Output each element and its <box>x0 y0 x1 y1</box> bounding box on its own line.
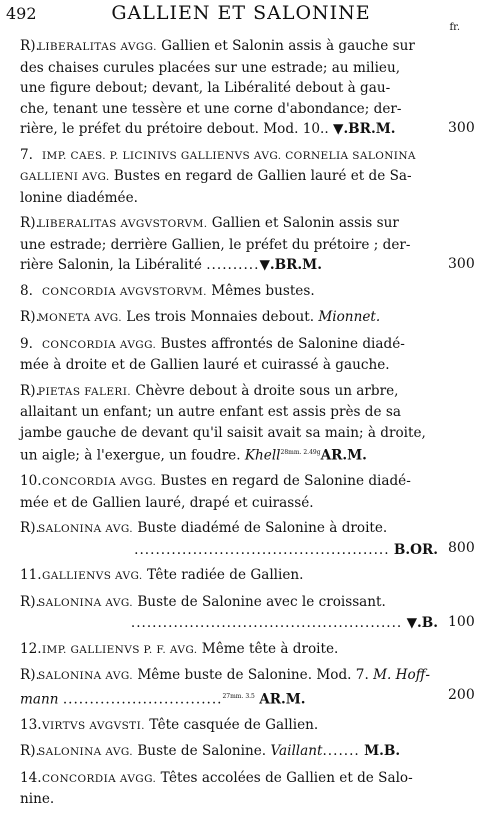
description-line: Têtes accolées de Gallien et de Salo- <box>156 769 413 786</box>
reverse-entry <box>20 592 475 634</box>
description-line: lonine diadémée. <box>20 189 138 206</box>
description-line: Bustes en regard de Gallien lauré et de Sa- <box>109 168 412 184</box>
legend: IMP. GALLIENVS P. F. AVG. <box>42 643 198 656</box>
obverse-entry <box>20 565 438 587</box>
legend: SALONINA AVG. <box>38 523 133 536</box>
handwritten-note: 28mm. 2.49g <box>280 449 321 456</box>
obverse-entry <box>20 715 438 737</box>
description-line: jambe gauche de devant qu'il saisit avait sa main; à droite, <box>20 424 426 441</box>
reverse-entry <box>20 665 475 710</box>
description-line: Gallien et Salonin assis à gauche sur <box>156 38 415 54</box>
description-line: Les trois Monnaies debout. <box>121 309 319 325</box>
description-line: che, tenant une tessère et une corne d'abondance; der- <box>20 100 402 117</box>
obverse-entry <box>20 145 438 209</box>
description-line: une estrade; derrière Gallien, le préfet du prétoire ; der- <box>20 236 411 253</box>
description-line: allaitant un enfant; un autre enfant est assis près de sa <box>20 404 401 420</box>
entry-number: 14. <box>20 769 42 786</box>
description-line: Même tête à droite. <box>197 640 339 657</box>
entry-number: 9. <box>20 335 33 352</box>
currency-label: fr. <box>449 22 460 33</box>
reverse-mark: R). <box>20 667 40 684</box>
reverse-entry <box>20 36 475 140</box>
description-line: Buste de Salonine. <box>133 743 271 760</box>
running-title: GALLIEN ET SALONINE <box>111 2 371 24</box>
legend: CONCORDIA AVGG. <box>42 338 157 351</box>
metal-rarity: ▼.BR.M. <box>332 121 396 137</box>
description-line: mée et de Gallien lauré, drapé et cuirassé. <box>20 494 314 511</box>
legend: PIETAS FALERI. <box>38 385 132 398</box>
source-reference: M. Hoff- <box>373 667 430 684</box>
description-line: nine. <box>20 791 55 808</box>
legend: CONCORDIA AVGG. <box>42 476 157 489</box>
reverse-mark: R). <box>20 593 40 610</box>
description-line: rière Salonin, la Libéralité <box>20 257 207 273</box>
reverse-mark: R). <box>20 743 40 760</box>
entry-number: 12. <box>20 640 42 657</box>
description-line: un aigle; à l'exergue, un foudre. <box>20 447 245 464</box>
description-line: Buste diadémé de Salonine à droite. <box>133 520 388 537</box>
source-reference: Vaillant <box>270 743 323 760</box>
metal-rarity: AR.M. <box>259 691 306 708</box>
reverse-entry <box>20 518 475 560</box>
source-reference: Khell <box>244 447 281 464</box>
metal-rarity: ▼.B. <box>406 615 438 632</box>
description-line: mée à droite et de Gallien lauré et cuirassé à gauche. <box>20 357 390 373</box>
entry-number: 7. <box>20 146 33 163</box>
reverse-entry <box>20 741 438 763</box>
description-line: rière, le préfet du prétoire debout. Mod. 10.. <box>20 121 333 137</box>
reverse-entry <box>20 213 475 276</box>
metal-rarity: B.OR. <box>393 541 438 558</box>
price: 800 <box>448 540 475 557</box>
reverse-mark: R). <box>20 382 40 399</box>
legend: SALONINA AVG. <box>38 670 133 683</box>
handwritten-note: 27mm. 3.5 <box>222 692 255 700</box>
reverse-mark: R). <box>20 38 40 54</box>
entry-number: 10. <box>20 473 42 490</box>
description-line: Mêmes bustes. <box>206 282 315 299</box>
legend: VIRTVS AVGVSTI. <box>42 719 145 732</box>
entry-number: 13. <box>20 716 42 733</box>
legend: IMP. CAES. P. LICINIVS GALLIENVS AVG. CORNELIA SALONINA <box>42 149 416 162</box>
reverse-entry <box>20 381 438 467</box>
leader-dots: ................................................ <box>134 541 390 558</box>
metal-rarity: AR.M. <box>320 447 367 464</box>
description-line: une figure debout; devant, la Libéralité debout à gau- <box>20 80 391 96</box>
reverse-mark: R). <box>20 309 40 325</box>
description-line: Tête radiée de Gallien. <box>142 567 304 584</box>
obverse-entry <box>20 768 438 810</box>
reverse-mark: R). <box>20 520 40 537</box>
reverse-entry <box>20 307 438 329</box>
obverse-entry <box>20 471 438 513</box>
reverse-mark: R). <box>20 215 40 231</box>
legend: SALONINA AVG. <box>38 596 133 609</box>
obverse-entry <box>20 639 438 661</box>
price: 100 <box>448 613 475 630</box>
entry-number: 11. <box>20 567 42 584</box>
leader-dots: .............................. <box>62 691 223 708</box>
source-reference: Mionnet. <box>318 309 381 325</box>
description-line: Même buste de Salonine. Mod. 7. <box>133 667 374 684</box>
legend-continued: GALLIENI AVG. <box>20 171 110 183</box>
obverse-entry <box>20 334 438 376</box>
description-line: Gallien et Salonin assis sur <box>207 215 399 231</box>
leader-dots: ................................................... <box>130 615 403 632</box>
description-line: Bustes en regard de Salonine diadé- <box>156 473 411 490</box>
page-header <box>0 2 482 33</box>
entry-number: 8. <box>20 282 33 299</box>
legend: GALLIENVS AVG. <box>42 570 143 583</box>
obverse-entry <box>20 281 438 303</box>
page-number: 492 <box>6 4 37 23</box>
legend: SALONINA AVG. <box>38 746 133 759</box>
metal-rarity: ▼.BR.M. <box>259 257 322 273</box>
price: 200 <box>448 687 475 704</box>
legend: LIBERALITAS AVGVSTORVM. <box>38 218 208 230</box>
legend: CONCORDIA AVGVSTORVM. <box>42 285 207 298</box>
price: 300 <box>448 120 475 136</box>
catalogue-body <box>20 36 475 815</box>
legend: LIBERALITAS AVGG. <box>38 41 157 53</box>
description-line: Chèvre debout à droite sous un arbre, <box>131 382 399 399</box>
description-line: Tête casquée de Gallien. <box>144 716 319 733</box>
description-line: Buste de Salonine avec le croissant. <box>133 593 386 610</box>
source-reference-continued: mann <box>20 691 59 708</box>
legend: MONETA AVG. <box>38 312 122 324</box>
leader-dots: ....... <box>322 743 360 760</box>
leader-dots: .......... <box>206 257 260 273</box>
legend: CONCORDIA AVGG. <box>42 772 157 785</box>
price: 300 <box>448 256 475 272</box>
description-line: des chaises curules placées sur une estrade; au milieu, <box>20 59 401 76</box>
metal-rarity: M.B. <box>364 743 401 760</box>
description-line: Bustes affrontés de Salonine diadé- <box>156 335 405 352</box>
